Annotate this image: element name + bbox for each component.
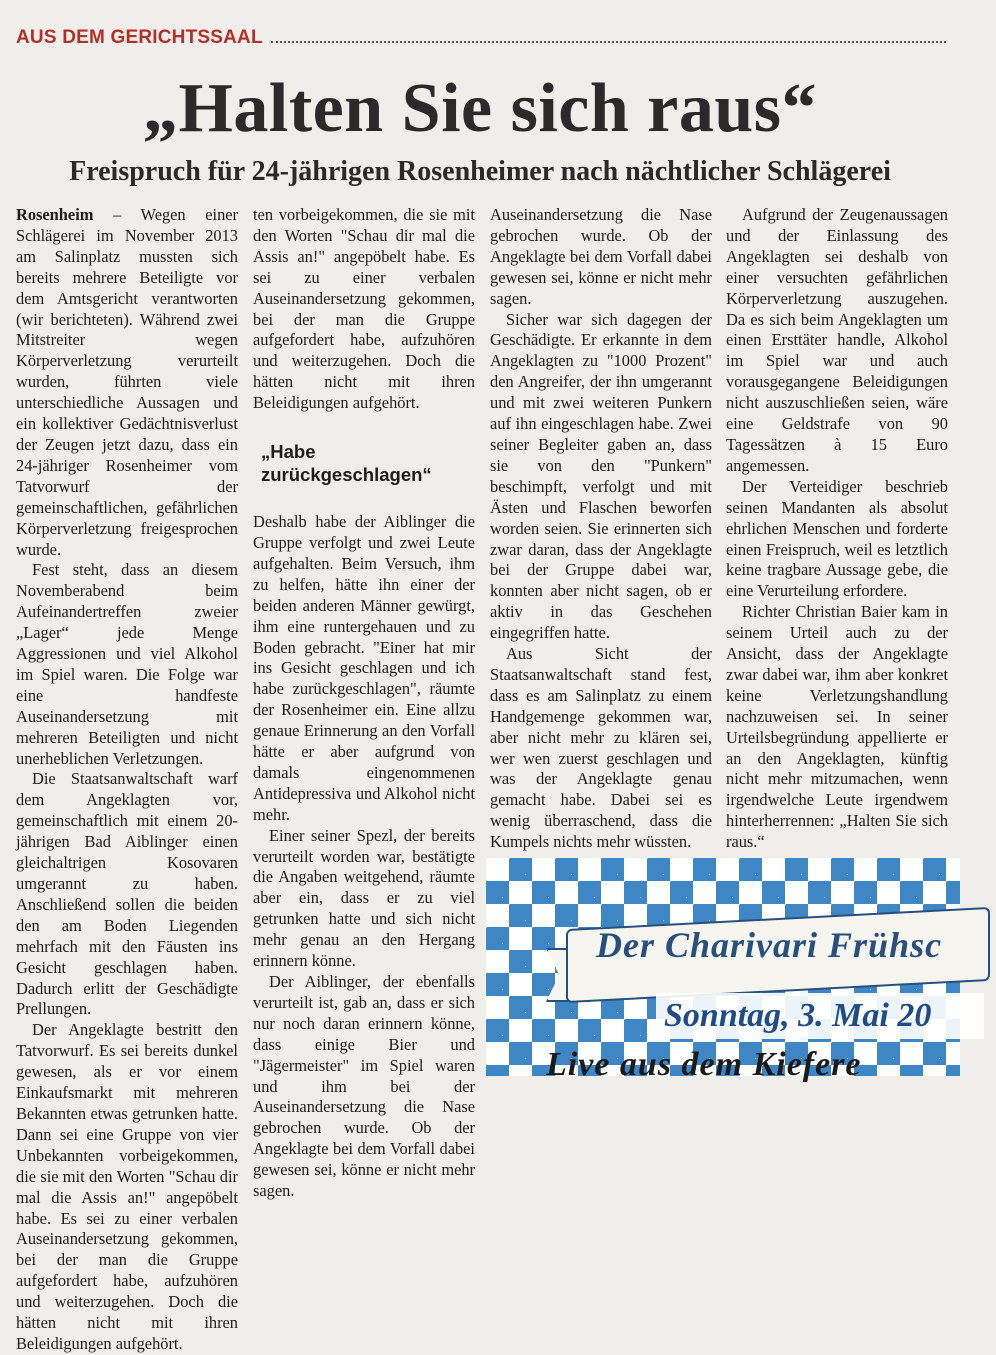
rubric-label: AUS DEM GERICHTSSAAL — [16, 27, 263, 48]
ad-date: Sonntag, 3. Mai 20 — [656, 993, 984, 1039]
advertisement — [486, 858, 960, 1083]
article-column-1 — [16, 205, 238, 1353]
article-paragraph: Richter Christian Baier kam in seinem Urteil auch zu der Ansicht, dass der Angeklagte zwar dabei war, ihm aber konkret keine Verletzungshandlung nachzuweisen sei. In seiner Urteilsbegründung appellierte er an den Angeklagten, künftig nicht mehr mitzumachen, wenn irgendwelche Leute irgendwem hinterherrennen: „Halten Sie sich raus.“ — [726, 602, 948, 852]
article-column-4 — [726, 205, 948, 878]
article-paragraph: Fest steht, dass an diesem Novemberabend beim Aufeinandertreffen zweier „Lager“ jede Menge Aggressionen und viel Alkohol im Spiel waren. Die Folge war eine handfeste Auseinandersetzung mit mehreren Beteiligten und nicht unerheblichen Verletzungen. — [16, 560, 238, 768]
headline: „Halten Sie sich raus“ — [142, 70, 818, 147]
article-paragraph: Deshalb habe der Aiblinger die Gruppe verfolgt und zwei Leute aufgehalten. Beim Versuch, ihm zu helfen, hätte ihn einer der beiden anderen Männer gewürgt, ihm eine runtergehauen und zu Boden gebracht. "Einer hat mir ins Gesicht geschlagen und ich habe zurückgeschlagen", räumte der Rosenheimer ein. Eine allzu genaue Erinnerung an den Vorfall hätte er aber aufgrund von damals eingenommenen Antidepressiva und Alkohol nicht mehr. — [253, 512, 475, 824]
article-paragraph: Der Angeklagte bestritt den Tatvorwurf. Es sei bereits dunkel gewesen, als er vor einem Einkaufsmarkt mit mehreren Bekannten etwas getrunken hatte. Dann sei eine Gruppe von vier Unbekannten vorbeigekommen, die sie mit den Worten "Schau dir mal die Assis an!" angepöbelt habe. Es sei zu einer verbalen Auseinandersetzung gekommen, bei der man die Gruppe aufgefordert habe, aufzuhören und weiterzugehen. Doch die hätten nicht mit ihren Beleidigungen aufgehört. — [16, 1020, 238, 1353]
subheadline: Freispruch für 24-jährigen Rosenheimer nach nächtlicher Schlägerei — [69, 156, 891, 187]
intro-text: – Wegen einer Schlägerei im November 2013 am Salinplatz mussten sich bereits mehrere Beteiligte vor dem Amtsgericht verantworten (wir berichteten). Während zwei Mitstreiter wegen Körperverletzung verurteilt wurden, führten viele unterschiedliche Aussagen und ein kollektiver Gedächtnisverlust der Zeugen jetzt dazu, dass ein 24-jähriger Rosenheimer vom Tatvorwurf der gemeinschaftlichen, gefährlichen Körperverletzung freigesprochen wurde. — [16, 205, 238, 559]
article-paragraph: Aufgrund der Zeugenaussagen und der Einlassung des Angeklagten sei deshalb von einer versuchten gefährlichen Körperverletzung auszugehen. Da es sich beim Angeklagten um einen Ersttäter handle, Alkohol im Spiel war und auch vorausgegangene Beleidigungen nicht auszuschließen seien, wäre eine Geldstrafe von 90 Tagessätzen à 15 Euro angemessen. — [726, 205, 948, 475]
dotted-rule — [271, 41, 946, 43]
article-paragraph: Aus Sicht der Staatsanwaltschaft stand fest, dass es am Salinplatz zu einem Handgemenge gekommen war, aber nicht mehr zu klären sei, wer wen zuerst geschlagen und was der Angeklagte genau gemacht habe. Dabei sei es wenig überraschend, dass die Kumpels nichts mehr wüssten. — [490, 644, 712, 852]
article-paragraph: Einer seiner Spezl, der bereits verurteilt worden war, bestätigte die Angaben weitgehend, räumte aber ein, dass er zu viel getrunken hatte und sich nicht mehr genau an den Hergang erinnern könne. — [253, 825, 475, 971]
article-paragraph: Die Staatsanwaltschaft warf dem Angeklagten vor, gemeinschaftlich mit einem 20-jährigen Bad Aiblinger einen gleichaltrigen Kosovaren umgerannt zu haben. Anschließend sollen die beiden den am Boden Liegenden mehrfach mit den Fäusten ins Gesicht geschlagen haben. Dadurch erlitt der Geschädigte Prellungen. — [16, 769, 238, 1019]
article-paragraph-continued: Auseinandersetzung die Nase gebrochen wurde. Ob der Angeklagte bei dem Vorfall dabei gewesen sei, könne er nicht mehr sagen. — [490, 205, 712, 308]
article-paragraph: Der Aiblinger, der ebenfalls verurteilt ist, gab an, dass er sich nur noch daran erinnern könne, dass einige Bier und "Jägermeister" im Spiel waren und ihm bei der Auseinandersetzung die Nase gebrochen wurde. Ob der Angeklagte bei dem Vorfall dabei gewesen sei, könne er nicht mehr sagen. — [253, 972, 475, 1201]
article-column-2 — [253, 205, 475, 1201]
ad-title: Der Charivari Frühsc — [596, 925, 943, 965]
dateline: Rosenheim — [16, 205, 94, 224]
intertitle: „Habe zurückgeschlagen“ — [261, 441, 432, 486]
article-paragraph: Der Verteidiger beschrieb seinen Mandanten als absolut ehrlichen Menschen und forderte einen Freispruch, weil es letztlich keine tragbare Aussage gebe, die eine Verurteilung erfordere. — [726, 476, 948, 601]
article-column-3 — [490, 205, 712, 853]
article-paragraph — [16, 205, 238, 560]
ad-live-text: Live aus dem Kiefere — [546, 1046, 862, 1083]
article-paragraph-continued: ten vorbeigekommen, die sie mit den Worten "Schau dir mal die Assis an!" angepöbelt habe. Es sei zu einer verbalen Auseinandersetzung gekommen, bei der man die Gruppe aufgefordert habe, aufzuhören und weiterzugehen. Doch die hätten nicht mit ihren Beleidigungen aufgehört. — [253, 205, 475, 413]
section-rubric — [16, 25, 946, 51]
article-paragraph: Sicher war sich dagegen der Geschädigte. Er erkannte in dem Angeklagten zu "1000 Prozent" den Angreifer, der ihn umgerannt und mit zwei weiteren Punkern auf ihn eingeschlagen habe. Zwei seiner Begleiter gaben an, dass sie von den "Punkern" beschimpft, verfolgt und mit Ästen und Flaschen beworfen worden seien. Sie erinnerten sich zwar daran, dass der Angeklagte bei der Gruppe dabei war, konnten aber nicht sagen, ob er aktiv in das Geschehen eingegriffen hatte. — [490, 309, 712, 643]
